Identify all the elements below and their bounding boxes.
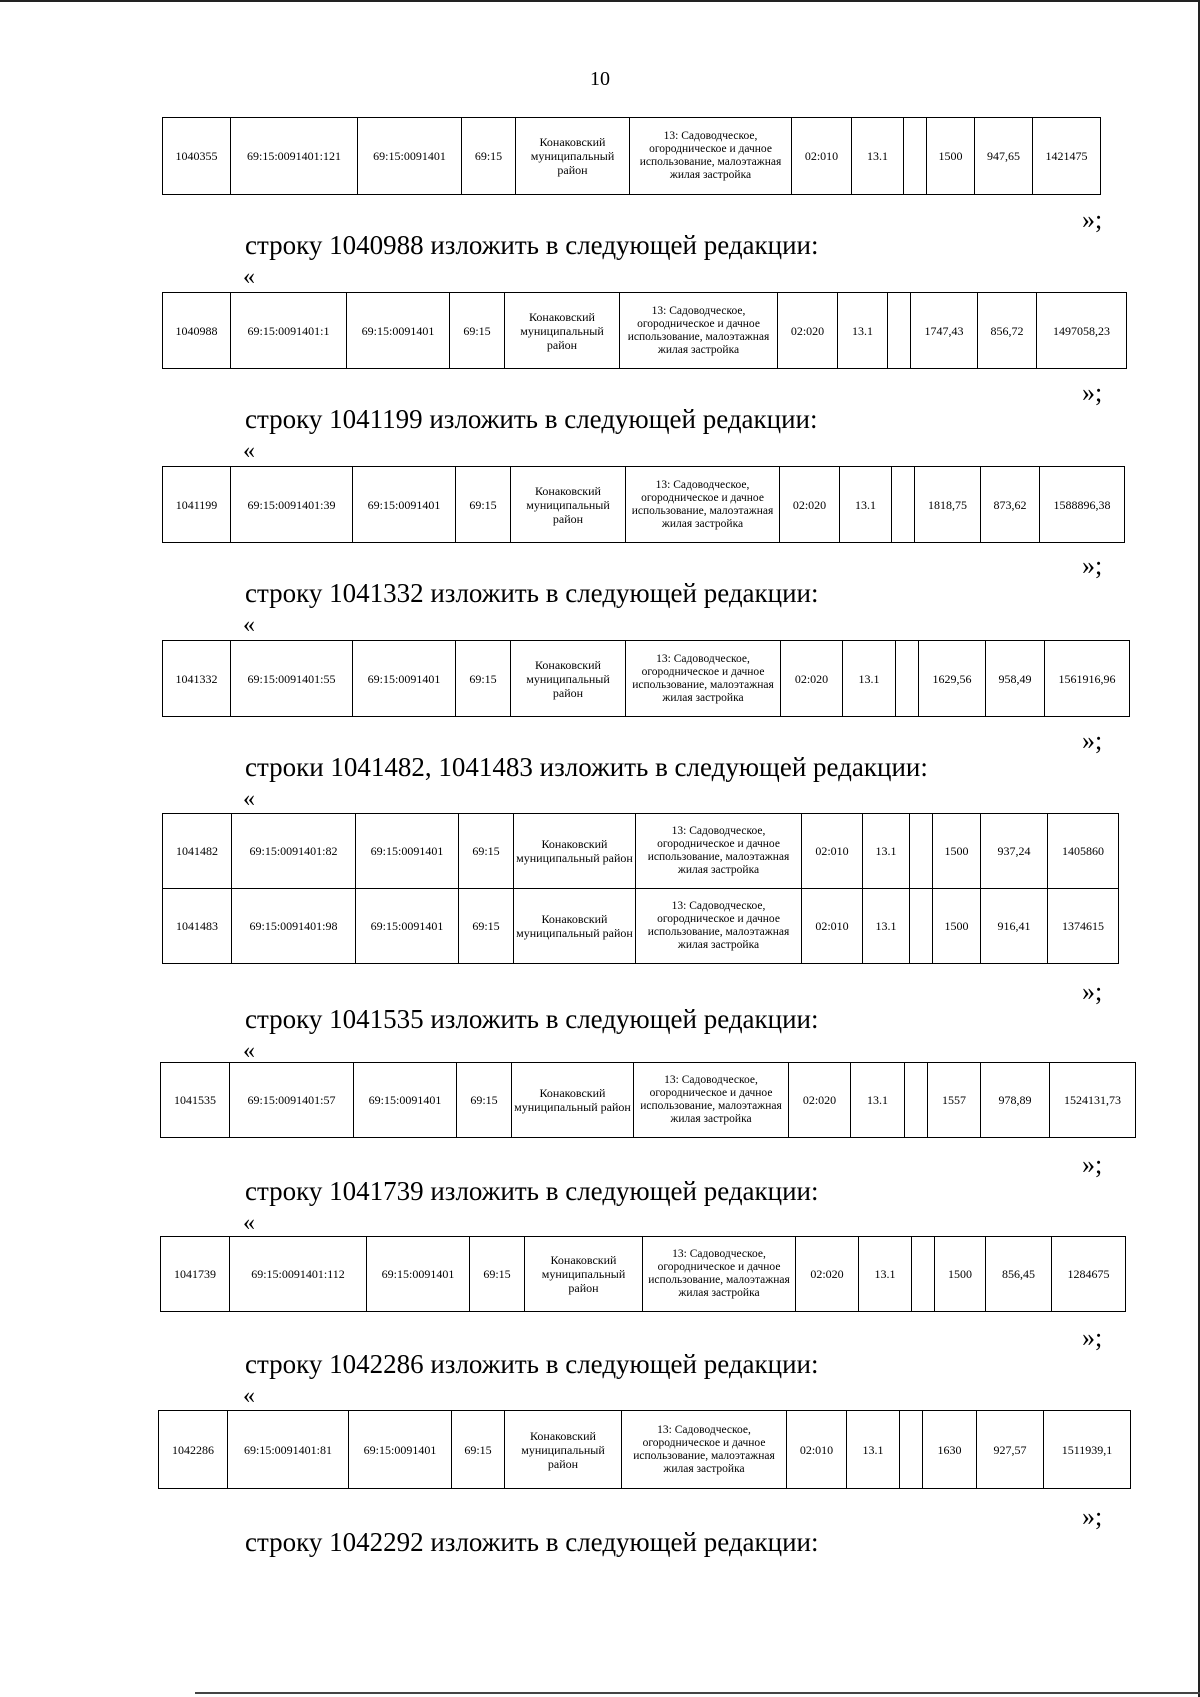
amendment-heading: строки 1041482, 1041483 изложить в следующей редакции: xyxy=(245,752,928,782)
record-table xyxy=(158,1410,1131,1489)
closing-quote: »; xyxy=(1082,551,1103,580)
cell-code: 02:020 xyxy=(780,467,840,543)
cell-code: 02:020 xyxy=(789,1063,851,1138)
cell-subgroup: 13.1 xyxy=(852,118,904,195)
table-row xyxy=(161,1063,1136,1138)
cell-code: 02:020 xyxy=(796,1237,859,1312)
cell-cadastral-value: 1421475 xyxy=(1033,118,1101,195)
cell-specific-value: 916,41 xyxy=(981,889,1048,964)
table-row xyxy=(163,467,1125,543)
closing-quote: »; xyxy=(1082,1150,1103,1179)
cell-municipality: Конаковский муниципальный район xyxy=(525,1237,643,1312)
cell-land-use-group: 13: Садоводческое, огородническое и дачное использование, малоэтажная жилая застройка xyxy=(643,1237,796,1312)
cell-cadastral-value: 1497058,23 xyxy=(1037,293,1127,369)
cell-area: 1747,43 xyxy=(911,293,978,369)
cell-cadastral-value: 1561916,96 xyxy=(1045,641,1130,717)
cell-land-use-group: 13: Садоводческое, огородническое и дачное использование, малоэтажная жилая застройка xyxy=(626,467,780,543)
cell-cadastral-number: 69:15:0091401:55 xyxy=(231,641,353,717)
table-row xyxy=(159,1411,1131,1489)
cell-cadastral-district: 69:15 xyxy=(456,641,511,717)
cell-blank xyxy=(904,118,927,195)
cell-land-use-group: 13: Садоводческое, огородническое и дачное использование, малоэтажная жилая застройка xyxy=(636,889,802,964)
cell-area: 1500 xyxy=(935,1237,986,1312)
table-row xyxy=(163,293,1127,369)
cell-row-number: 1040988 xyxy=(163,293,231,369)
closing-quote: »; xyxy=(1082,378,1103,407)
cell-specific-value: 978,89 xyxy=(981,1063,1050,1138)
cell-cadastral-number: 69:15:0091401:1 xyxy=(231,293,347,369)
cell-area: 1818,75 xyxy=(915,467,981,543)
cell-municipality: Конаковский муниципальный район xyxy=(516,118,630,195)
cell-cadastral-value: 1524131,73 xyxy=(1050,1063,1136,1138)
cell-area: 1500 xyxy=(927,118,975,195)
table-row xyxy=(163,814,1119,889)
record-table xyxy=(162,466,1125,543)
cell-row-number: 1041535 xyxy=(161,1063,230,1138)
cell-code: 02:010 xyxy=(802,814,863,889)
opening-quote: « xyxy=(243,1383,255,1409)
cell-subgroup: 13.1 xyxy=(843,641,896,717)
amendment-heading: строку 1040988 изложить в следующей редакции: xyxy=(245,230,819,260)
cell-cadastral-value: 1511939,1 xyxy=(1044,1411,1131,1489)
table-row xyxy=(163,889,1119,964)
table-row xyxy=(163,641,1130,717)
closing-quote: »; xyxy=(1082,205,1103,234)
cell-municipality: Конаковский муниципальный район xyxy=(505,1411,622,1489)
cell-land-use-group: 13: Садоводческое, огородническое и дачное использование, малоэтажная жилая застройка xyxy=(634,1063,789,1138)
cell-cadastral-district: 69:15 xyxy=(452,1411,505,1489)
cell-cadastral-number: 69:15:0091401:57 xyxy=(230,1063,354,1138)
record-table xyxy=(162,292,1127,369)
cell-area: 1629,56 xyxy=(919,641,986,717)
cell-land-use-group: 13: Садоводческое, огородническое и дачное использование, малоэтажная жилая застройка xyxy=(620,293,778,369)
record-table xyxy=(160,1236,1126,1312)
opening-quote: « xyxy=(243,264,255,290)
cell-code: 02:020 xyxy=(781,641,843,717)
cell-blank xyxy=(912,1237,935,1312)
cell-blank xyxy=(910,814,933,889)
cell-row-number: 1040355 xyxy=(163,118,231,195)
cell-cadastral-number: 69:15:0091401:121 xyxy=(231,118,358,195)
opening-quote: « xyxy=(243,438,255,464)
cell-cadastral-number: 69:15:0091401:81 xyxy=(228,1411,349,1489)
cell-municipality: Конаковский муниципальный район xyxy=(514,814,636,889)
cell-specific-value: 856,72 xyxy=(978,293,1037,369)
cell-land-use-group: 13: Садоводческое, огородническое и дачное использование, малоэтажная жилая застройка xyxy=(622,1411,787,1489)
closing-quote: »; xyxy=(1082,977,1103,1006)
cell-cadastral-value: 1588896,38 xyxy=(1040,467,1125,543)
cell-cadastral-district: 69:15 xyxy=(462,118,516,195)
closing-quote: »; xyxy=(1082,726,1103,755)
cell-subgroup: 13.1 xyxy=(851,1063,905,1138)
record-table xyxy=(162,640,1130,717)
cell-specific-value: 937,24 xyxy=(981,814,1048,889)
cell-area: 1557 xyxy=(928,1063,981,1138)
cell-row-number: 1041199 xyxy=(163,467,231,543)
amendment-heading: строку 1041535 изложить в следующей редакции: xyxy=(245,1004,819,1034)
cell-area: 1630 xyxy=(923,1411,977,1489)
closing-quote: »; xyxy=(1082,1323,1103,1352)
cell-blank xyxy=(900,1411,923,1489)
cell-municipality: Конаковский муниципальный район xyxy=(512,1063,634,1138)
cell-row-number: 1042286 xyxy=(159,1411,228,1489)
cell-code: 02:010 xyxy=(787,1411,847,1489)
cell-specific-value: 927,57 xyxy=(977,1411,1044,1489)
cell-cadastral-quarter: 69:15:0091401 xyxy=(353,641,456,717)
closing-quote: »; xyxy=(1082,1502,1103,1531)
cell-row-number: 1041739 xyxy=(161,1237,230,1312)
cell-cadastral-district: 69:15 xyxy=(459,814,514,889)
cell-subgroup: 13.1 xyxy=(859,1237,912,1312)
cell-cadastral-quarter: 69:15:0091401 xyxy=(367,1237,470,1312)
page-frame-top xyxy=(0,0,1200,2)
cell-row-number: 1041483 xyxy=(163,889,232,964)
cell-cadastral-district: 69:15 xyxy=(459,889,514,964)
cell-blank xyxy=(910,889,933,964)
cell-cadastral-district: 69:15 xyxy=(470,1237,525,1312)
amendment-heading: строку 1042292 изложить в следующей редакции: xyxy=(245,1527,819,1557)
amendment-heading: строку 1041332 изложить в следующей редакции: xyxy=(245,578,819,608)
cell-cadastral-quarter: 69:15:0091401 xyxy=(353,467,456,543)
cell-cadastral-number: 69:15:0091401:112 xyxy=(230,1237,367,1312)
amendment-heading: строку 1041739 изложить в следующей редакции: xyxy=(245,1176,819,1206)
opening-quote: « xyxy=(243,1038,255,1064)
cell-specific-value: 873,62 xyxy=(981,467,1040,543)
amendment-heading: строку 1041199 изложить в следующей редакции: xyxy=(245,404,818,434)
cell-cadastral-value: 1374615 xyxy=(1048,889,1119,964)
cell-subgroup: 13.1 xyxy=(847,1411,900,1489)
cell-row-number: 1041482 xyxy=(163,814,232,889)
cell-area: 1500 xyxy=(933,889,981,964)
record-table xyxy=(160,1062,1136,1138)
cell-row-number: 1041332 xyxy=(163,641,231,717)
cell-subgroup: 13.1 xyxy=(838,293,888,369)
opening-quote: « xyxy=(243,612,255,638)
cell-municipality: Конаковский муниципальный район xyxy=(514,889,636,964)
cell-blank xyxy=(896,641,919,717)
cell-municipality: Конаковский муниципальный район xyxy=(505,293,620,369)
cell-specific-value: 856,45 xyxy=(986,1237,1052,1312)
cell-cadastral-number: 69:15:0091401:39 xyxy=(231,467,353,543)
cell-subgroup: 13.1 xyxy=(863,814,910,889)
cell-cadastral-district: 69:15 xyxy=(450,293,505,369)
cell-cadastral-quarter: 69:15:0091401 xyxy=(356,814,459,889)
cell-specific-value: 947,65 xyxy=(975,118,1033,195)
cell-subgroup: 13.1 xyxy=(840,467,892,543)
cell-blank xyxy=(892,467,915,543)
cell-cadastral-number: 69:15:0091401:82 xyxy=(232,814,356,889)
cell-land-use-group: 13: Садоводческое, огородническое и дачное использование, малоэтажная жилая застройка xyxy=(630,118,792,195)
cell-cadastral-district: 69:15 xyxy=(456,467,511,543)
cell-cadastral-value: 1405860 xyxy=(1048,814,1119,889)
page-frame-bottom xyxy=(195,1692,1200,1694)
cell-code: 02:020 xyxy=(778,293,838,369)
cell-subgroup: 13.1 xyxy=(863,889,910,964)
cell-land-use-group: 13: Садоводческое, огородническое и дачное использование, малоэтажная жилая застройка xyxy=(636,814,802,889)
opening-quote: « xyxy=(243,1210,255,1236)
cell-specific-value: 958,49 xyxy=(986,641,1045,717)
cell-cadastral-quarter: 69:15:0091401 xyxy=(358,118,462,195)
cell-cadastral-quarter: 69:15:0091401 xyxy=(354,1063,457,1138)
cell-cadastral-quarter: 69:15:0091401 xyxy=(356,889,459,964)
opening-quote: « xyxy=(243,786,255,812)
cell-cadastral-district: 69:15 xyxy=(457,1063,512,1138)
record-table xyxy=(162,813,1119,964)
cell-cadastral-quarter: 69:15:0091401 xyxy=(347,293,450,369)
cell-cadastral-value: 1284675 xyxy=(1052,1237,1126,1312)
record-table xyxy=(162,117,1101,195)
cell-blank xyxy=(888,293,911,369)
cell-municipality: Конаковский муниципальный район xyxy=(511,467,626,543)
page-number: 10 xyxy=(590,68,610,90)
cell-cadastral-quarter: 69:15:0091401 xyxy=(349,1411,452,1489)
cell-land-use-group: 13: Садоводческое, огородническое и дачное использование, малоэтажная жилая застройка xyxy=(626,641,781,717)
cell-municipality: Конаковский муниципальный район xyxy=(511,641,626,717)
amendment-heading: строку 1042286 изложить в следующей редакции: xyxy=(245,1349,819,1379)
cell-code: 02:010 xyxy=(792,118,852,195)
table-row xyxy=(163,118,1101,195)
table-row xyxy=(161,1237,1126,1312)
cell-code: 02:010 xyxy=(802,889,863,964)
cell-area: 1500 xyxy=(933,814,981,889)
cell-blank xyxy=(905,1063,928,1138)
cell-cadastral-number: 69:15:0091401:98 xyxy=(232,889,356,964)
